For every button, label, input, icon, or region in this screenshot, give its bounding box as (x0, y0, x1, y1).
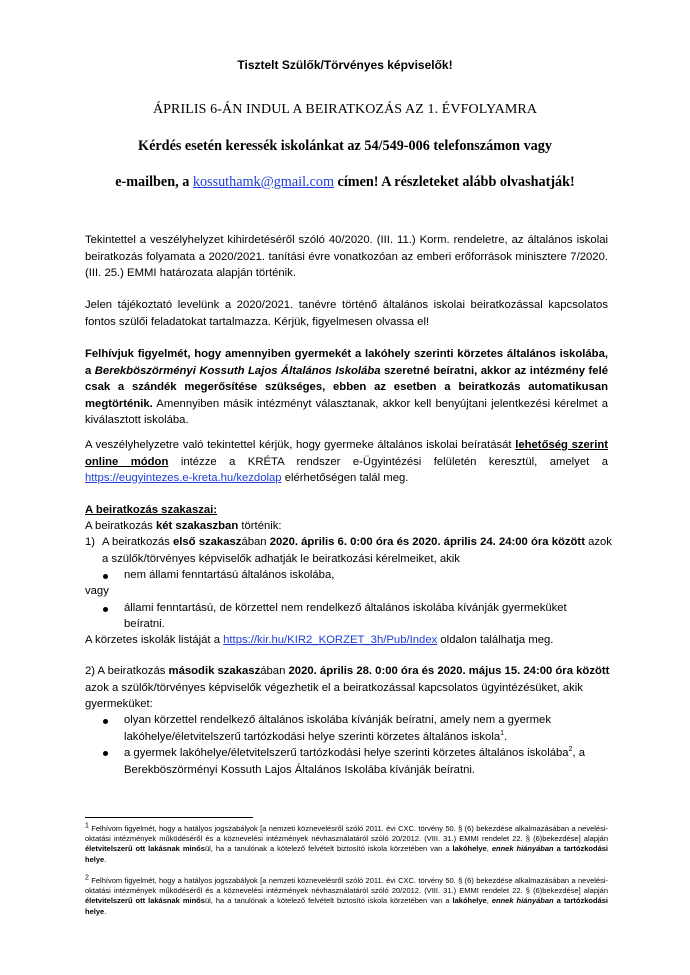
section-title: A beiratkozás szakaszai: (85, 504, 218, 516)
footnote-1-bold-1: életvitelszerű ott lakásnak minős (85, 844, 205, 854)
stage2-line3: gyermeküket: (85, 698, 153, 710)
kreta-link[interactable]: https://eugyintezes.e-kreta.hu/kezdolap (85, 472, 282, 484)
section-intro-text-2: történik: (238, 520, 282, 532)
stage2-bullet2-end: , a (572, 747, 586, 759)
kir-link[interactable]: https://kir.hu/KIR2_KORZET_3h/Pub/Index (223, 634, 438, 646)
stage1-text-1: A beiratkozás (102, 536, 173, 548)
footnote-2-bold-1: életvitelszerű ott lakásnak minős (85, 896, 205, 906)
footnote-ref-2[interactable]: 2 (568, 746, 573, 754)
section-intro-text-1: A beiratkozás (85, 520, 156, 532)
footnote-2-bold-2: lakóhelye (452, 896, 487, 906)
footnote-1-bold-italic: ennek hiányában (491, 844, 554, 854)
attention-bold-2: szeretné beíratni, akkor az intézmény felé csak a szándék megerősítése szükséges, ebben az esetben a beiratkozás automatikusan megtörténik. (85, 364, 608, 410)
footnote-2-text-1: Felhívom figyelmét, hogy a hatályos jogszabályok [a nemzeti köznevelésről szóló 2011. évi CXC. törvény 50. § (6) bekezdése alkalmazásában a nevelési-oktatási intézmények működéséről és a köznevelési intézmények névhasználatáról szóló 20/2012. (VIII. 31.) EMMI rendelet 22. § (6)bekezdése] alapján (85, 876, 608, 896)
stage2-line2: azok a szülők/törvényes képviselők végezhetik el a beiratkozással kapcsolatos ügyintézésüket, akik (85, 682, 583, 694)
stage2-text-1: 2) A beiratkozás (85, 665, 169, 677)
footnote-2-text-2: ül, ha a tanulónak a kötelező felvételt biztosító iskola körzetében van a (204, 896, 453, 906)
heading-email-suffix: címen! A részleteket alább olvashatják! (334, 174, 575, 190)
email-link[interactable]: kossuthamk@gmail.com (192, 174, 334, 190)
heading-email-prefix: e-mailben, a (115, 174, 193, 190)
district-list-text: A körzetes iskolák listáját a (85, 634, 224, 646)
section-intro-bold: két szakaszban (155, 520, 239, 532)
stage1-bold-1: első szakasz (172, 536, 242, 548)
stage1-line2: a szülők/törvényes képviselők adhatják le beiratkozási kérelmeiket, akik (102, 553, 460, 565)
district-list (85, 632, 608, 649)
paragraph-online (85, 437, 608, 487)
footnote-1-bold-3: a tartózkodási helye (85, 844, 609, 864)
online-emphasis: lehetőség szerint online módon (85, 439, 608, 468)
footnote-divider (85, 817, 253, 818)
footnote-2-bold-italic: ennek hiányában (491, 896, 554, 906)
bullet-icon (103, 751, 108, 756)
footnote-2-text-4: . (104, 906, 107, 916)
stage2-bullet1-line2 (124, 729, 608, 746)
stage2-bullet1-line1: olyan körzettel rendelkező általános iskolába kívánják beíratni, amely nem a gyermek (124, 714, 551, 726)
footnote-1-mark: 1 (85, 822, 89, 830)
attention-school-name: Berekböszörményi Kossuth Lajos Általános Iskolába (94, 364, 381, 377)
stage2-bullet2-line2: Berekböszörményi Kossuth Lajos Általános Iskolába kívánják beíratni. (124, 764, 476, 776)
footnote-2 (85, 876, 608, 917)
attention-normal: Amennyiben másik intézményt választanak, akkor kell benyújtani jelentkezési kérelmet a kiválasztott iskolába. (85, 397, 608, 426)
stage1-number: 1) (85, 536, 96, 548)
stage1-bullet1: nem állami fenntartású általános iskolába, (124, 569, 335, 581)
greeting: Tisztelt Szülők/Törvényes képviselők! (237, 58, 453, 72)
stage2-dates: 2020. április 28. 0:00 óra és 2020. május 15. 24:00 óra között (288, 665, 610, 677)
attention-bold-1: Felhívjuk figyelmét, hogy amennyiben gyermekét a lakóhely szerinti körzetes általános iskolába, a (85, 348, 608, 377)
footnote-1-bold-2: lakóhelye (452, 844, 487, 854)
stage2-bullet2-line1 (124, 745, 608, 762)
district-list-text-2: oldalon találhatja meg. (437, 634, 554, 646)
stage1-text-3: azok (584, 536, 612, 548)
stage2-bullet1-end: . (504, 731, 508, 743)
stage2-bullet2-text: a gyermek lakóhelye/életvitelszerű tartózkodási helye szerinti körzetes általános iskolába (124, 747, 569, 759)
online-text-3: elérhetőségen talál meg. (281, 472, 409, 484)
footnote-1-text-1: Felhívom figyelmét, hogy a hatályos jogszabályok [a nemzeti köznevelésről szóló 2011. évi CXC. törvény 50. § (6) bekezdése alkalmazásában a nevelési-oktatási intézmények működéséről és a köznevelési intézmények névhasználatáról szóló 20/2012. (VIII. 31.) EMMI rendelet 22. § (6)bekezdése] alapján (85, 824, 608, 844)
stage1-bullet2-line1: állami fenntartású, de körzettel nem rendelkező általános iskolába kívánják gyermeküket (124, 602, 567, 614)
online-text-2: intézze a KRÉTA rendszer e-Ügyintézési felületén keresztül, amelyet a (168, 455, 608, 468)
stage2-bold-1: második szakasz (168, 665, 261, 677)
section-intro (85, 518, 608, 535)
footnote-2-bold-3: a tartózkodási helye (85, 896, 609, 916)
stage2-line1 (85, 663, 608, 680)
online-text-1: A veszélyhelyzetre való tekintettel kérjük, hogy gyermeke általános iskolai beíratását (85, 439, 516, 451)
stage1-or: vagy (85, 585, 109, 597)
heading-contact-phone: Kérdés esetén keressék iskolánkat az 54/549-006 telefonszámon vagy (138, 138, 552, 154)
paragraph-legal-basis: Tekintettel a veszélyhelyzet kihirdetéséről szóló 40/2020. (III. 11.) Korm. rendeletre, az általános iskolai beiratkozás folyamata a 2020/2021. tanítási évre vonatkozóan az emberi erőforrások minisztere 7/2020. (III. 25.) EMMI határozata alapján történik. (85, 234, 608, 279)
stage2-bullet1-text: lakóhelye/életvitelszerű tartózkodási helye szerinti körzetes általános iskola (124, 731, 501, 743)
footnote-1 (85, 824, 608, 865)
stage1-line1 (102, 534, 612, 551)
stage1-dates: 2020. április 6. 0:00 óra és 2020. április 24. 24:00 óra között (269, 536, 585, 548)
bullet-icon (103, 719, 108, 724)
stage2-text-2: ában (260, 665, 289, 677)
footnote-2-text-3: , (486, 896, 492, 906)
bullet-icon (103, 607, 108, 612)
paragraph-intro: Jelen tájékoztató levelünk a 2020/2021. tanévre történő általános iskolai beiratkozással kapcsolatos fontos szülői feladatokat tartalmazza. Kérjük, figyelmesen olvassa el! (85, 299, 608, 328)
heading-contact-email (0, 174, 690, 191)
paragraph-attention (85, 346, 608, 429)
footnote-1-text-3: , (486, 844, 492, 854)
stage1-text-2: ában (241, 536, 270, 548)
bullet-icon (103, 574, 108, 579)
footnote-2-mark: 2 (85, 874, 89, 882)
heading-announcement: ÁPRILIS 6-ÁN INDUL A BEIRATKOZÁS AZ 1. ÉVFOLYAMRA (152, 102, 538, 117)
stage1-bullet2-line2: beíratni. (124, 618, 165, 630)
footnote-ref-1[interactable]: 1 (500, 730, 505, 738)
footnote-1-text-2: ül, ha a tanulónak a kötelező felvételt biztosító iskola körzetében van a (204, 844, 453, 854)
footnote-1-text-4: . (104, 854, 107, 864)
